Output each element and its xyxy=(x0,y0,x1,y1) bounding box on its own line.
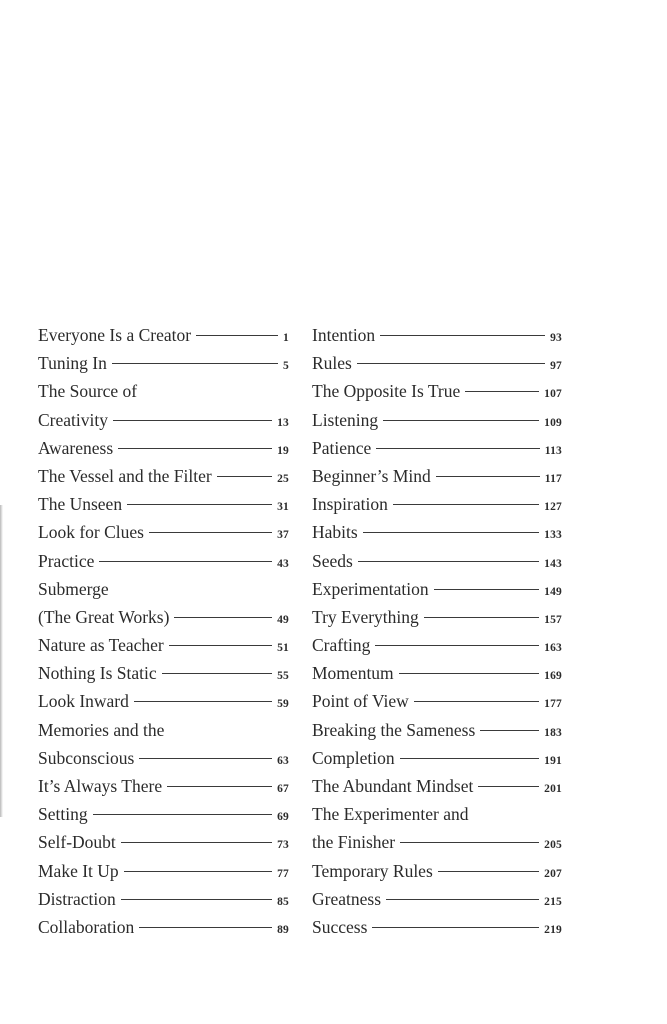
toc-entry[interactable] xyxy=(312,659,562,687)
toc-entry[interactable] xyxy=(312,744,562,772)
toc-page-number: 133 xyxy=(544,529,562,542)
toc-entry-title: It’s Always There xyxy=(38,776,163,796)
toc-entry[interactable] xyxy=(312,547,562,575)
toc-entry-title: Crafting xyxy=(312,635,371,656)
toc-leader-line xyxy=(121,842,272,843)
toc-left-column xyxy=(38,321,289,941)
toc-entry[interactable] xyxy=(312,716,562,744)
toc-leader-line xyxy=(399,673,539,674)
toc-leader-line xyxy=(376,448,540,449)
toc-entry[interactable] xyxy=(312,828,562,856)
toc-page-number: 163 xyxy=(544,642,562,655)
toc-entry[interactable] xyxy=(38,800,289,828)
toc-leader-line xyxy=(357,363,545,364)
toc-leader-line xyxy=(358,561,539,562)
toc-page-number: 183 xyxy=(544,726,562,739)
page-edge-shadow xyxy=(0,505,3,817)
toc-entry-title: Nothing Is Static xyxy=(38,663,157,684)
toc-entry-title: Setting xyxy=(38,804,88,825)
toc-entry-title: Beginner’s Mind xyxy=(312,465,431,486)
toc-entry-title: Everyone Is a Creator xyxy=(38,325,192,345)
toc-leader-line xyxy=(167,786,272,787)
toc-entry[interactable] xyxy=(38,462,289,490)
toc-page-number: 107 xyxy=(544,388,562,401)
toc-entry-title: Patience xyxy=(312,437,372,458)
toc-page-number: 215 xyxy=(544,895,562,908)
toc-entry-title: Self-Doubt xyxy=(38,832,116,853)
toc-entry[interactable] xyxy=(38,575,289,603)
toc-leader-line xyxy=(375,645,539,646)
toc-page-number: 201 xyxy=(544,783,562,795)
toc-leader-line xyxy=(424,617,539,618)
toc-leader-line xyxy=(438,871,539,872)
toc-page-number: 25 xyxy=(277,472,289,485)
toc-leader-line xyxy=(162,673,272,674)
toc-page-number: 177 xyxy=(544,698,562,711)
toc-page-number: 63 xyxy=(277,754,289,767)
toc-entry-title: Experimentation xyxy=(312,578,429,599)
toc-leader-line xyxy=(169,645,272,646)
toc-entry[interactable] xyxy=(312,490,562,518)
toc-page-number: 43 xyxy=(277,557,289,570)
toc-entry-title: Greatness xyxy=(312,888,382,909)
toc-entry-title: the Finisher xyxy=(312,832,396,853)
toc-entry-title: Listening xyxy=(312,409,379,430)
toc-leader-line xyxy=(414,701,539,702)
toc-leader-line xyxy=(112,363,278,364)
toc-leader-line xyxy=(478,786,539,787)
toc-entry[interactable] xyxy=(312,913,562,941)
toc-entry-title: Completion xyxy=(312,747,395,768)
toc-entry-title: Collaboration xyxy=(38,916,135,937)
toc-entry[interactable] xyxy=(312,349,562,377)
toc-page-number: 37 xyxy=(277,529,289,542)
toc-entry[interactable] xyxy=(38,490,289,518)
toc-page-number: 207 xyxy=(544,867,562,880)
toc-entry[interactable] xyxy=(38,377,289,405)
toc-entry-title: Seeds xyxy=(312,550,353,571)
toc-entry-title: Temporary Rules xyxy=(312,860,433,881)
toc-leader-line xyxy=(196,335,278,336)
toc-page-number: 85 xyxy=(277,895,289,908)
toc-right-column xyxy=(312,321,562,941)
toc-entry-title: Try Everything xyxy=(312,606,419,627)
toc-leader-line xyxy=(99,561,272,562)
toc-entry[interactable] xyxy=(312,631,562,659)
toc-entry-title: Nature as Teacher xyxy=(38,635,164,656)
toc-entry-title: Submerge xyxy=(38,578,109,599)
toc-leader-line xyxy=(383,420,539,421)
toc-page-number: 113 xyxy=(544,444,562,457)
toc-entry[interactable] xyxy=(312,462,562,490)
toc-entry-title: (The Great Works) xyxy=(38,606,170,627)
toc-leader-line xyxy=(393,504,539,505)
toc-entry[interactable] xyxy=(38,659,289,687)
toc-page-number: 69 xyxy=(277,811,289,824)
toc-leader-line xyxy=(217,476,272,477)
toc-entry[interactable] xyxy=(38,857,289,885)
toc-page-number: 49 xyxy=(277,613,289,626)
toc-entry-title: Make It Up xyxy=(38,860,119,881)
toc-page-number: 13 xyxy=(277,416,289,429)
toc-entry[interactable] xyxy=(38,518,289,546)
toc-entry[interactable] xyxy=(312,772,562,800)
toc-page-number: 97 xyxy=(550,360,562,373)
toc-entry-title: The Experimenter and xyxy=(312,804,469,825)
toc-entry-title: Look for Clues xyxy=(38,522,144,543)
toc-entry[interactable] xyxy=(312,800,562,828)
toc-leader-line xyxy=(386,899,539,900)
toc-entry-title: Awareness xyxy=(38,437,114,458)
toc-entry[interactable] xyxy=(38,885,289,913)
toc-leader-line xyxy=(149,532,272,533)
toc-entry-title: Success xyxy=(312,916,368,937)
toc-entry[interactable] xyxy=(312,377,562,405)
toc-page-number: 205 xyxy=(544,839,562,852)
toc-entry[interactable] xyxy=(312,603,562,631)
toc-page-number: 143 xyxy=(544,557,562,570)
toc-entry-title: Breaking the Sameness xyxy=(312,719,476,740)
toc-leader-line xyxy=(134,701,272,702)
toc-entry[interactable] xyxy=(312,518,562,546)
toc-page-number: 191 xyxy=(544,754,562,767)
toc-leader-line xyxy=(113,420,272,421)
toc-entry[interactable] xyxy=(312,885,562,913)
toc-entry[interactable] xyxy=(312,434,562,462)
toc-entry[interactable] xyxy=(312,857,562,885)
toc-page-number: 117 xyxy=(544,472,562,485)
toc-page-number: 77 xyxy=(277,867,289,880)
toc-page-number: 73 xyxy=(277,839,289,852)
toc-entry-title: The Vessel and the Filter xyxy=(38,465,212,486)
toc-leader-line xyxy=(465,391,539,392)
toc-page-number: 59 xyxy=(277,698,289,711)
toc-entry-title: The Opposite Is True xyxy=(312,381,461,402)
toc-entry[interactable] xyxy=(38,434,289,462)
toc-page-number: 149 xyxy=(544,585,562,598)
toc-entry[interactable] xyxy=(38,603,289,631)
toc-leader-line xyxy=(434,589,540,590)
toc-leader-line xyxy=(124,871,272,872)
toc-page-number: 1 xyxy=(283,332,289,344)
toc-entry-title: Memories and the xyxy=(38,719,165,740)
toc-leader-line xyxy=(436,476,540,477)
toc-entry-title: Tuning In xyxy=(38,353,107,374)
toc-entry[interactable] xyxy=(312,406,562,434)
toc-page-number: 31 xyxy=(277,501,289,514)
toc-entry-title: Distraction xyxy=(38,888,116,909)
toc-entry-title: The Abundant Mindset xyxy=(312,776,474,796)
toc-entry-title: Practice xyxy=(38,550,95,571)
toc-page-number: 127 xyxy=(544,501,562,514)
toc-page-number: 19 xyxy=(277,444,289,457)
toc-entry[interactable] xyxy=(38,547,289,575)
toc-leader-line xyxy=(363,532,539,533)
toc-entry-title: Creativity xyxy=(38,409,108,430)
toc-page-number: 109 xyxy=(544,416,562,429)
toc-entry[interactable] xyxy=(38,349,289,377)
toc-page-number: 89 xyxy=(277,923,289,936)
toc-entry[interactable] xyxy=(312,321,562,349)
toc-entry[interactable] xyxy=(38,772,289,800)
toc-entry[interactable] xyxy=(38,744,289,772)
toc-leader-line xyxy=(93,814,273,815)
toc-leader-line xyxy=(118,448,272,449)
toc-leader-line xyxy=(372,927,539,928)
toc-entry-title: Momentum xyxy=(312,663,394,684)
toc-entry[interactable] xyxy=(38,716,289,744)
toc-page-number: 93 xyxy=(550,332,562,344)
toc-entry-title: Look Inward xyxy=(38,691,129,712)
toc-entry[interactable] xyxy=(38,406,289,434)
toc-leader-line xyxy=(380,335,545,336)
toc-page-number: 55 xyxy=(277,670,289,683)
toc-entry[interactable] xyxy=(38,687,289,715)
toc-entry-title: Habits xyxy=(312,522,358,543)
toc-leader-line xyxy=(127,504,272,505)
toc-entry[interactable] xyxy=(38,631,289,659)
toc-entry[interactable] xyxy=(38,913,289,941)
toc-leader-line xyxy=(400,758,540,759)
toc-entry[interactable] xyxy=(312,575,562,603)
toc-entry-title: Rules xyxy=(312,353,352,374)
toc-leader-line xyxy=(174,617,272,618)
toc-entry-title: The Unseen xyxy=(38,494,123,515)
toc-page-number: 157 xyxy=(544,613,562,626)
toc-entry[interactable] xyxy=(38,828,289,856)
toc-page-number: 5 xyxy=(283,360,289,373)
toc-entry-title: The Source of xyxy=(38,381,138,402)
toc-page-number: 67 xyxy=(277,783,289,795)
toc-page-number: 51 xyxy=(277,642,289,655)
toc-leader-line xyxy=(400,842,539,843)
toc-leader-line xyxy=(121,899,272,900)
toc-leader-line xyxy=(139,927,272,928)
toc-page-number: 219 xyxy=(544,923,562,936)
toc-entry-title: Subconscious xyxy=(38,747,135,768)
toc-entry-title: Point of View xyxy=(312,691,409,712)
toc-entry[interactable] xyxy=(312,687,562,715)
toc-leader-line xyxy=(480,730,539,731)
toc-entry-title: Inspiration xyxy=(312,494,388,515)
toc-page-number: 169 xyxy=(544,670,562,683)
toc-leader-line xyxy=(139,758,272,759)
toc-entry[interactable] xyxy=(38,321,289,349)
toc-entry-title: Intention xyxy=(312,325,376,345)
